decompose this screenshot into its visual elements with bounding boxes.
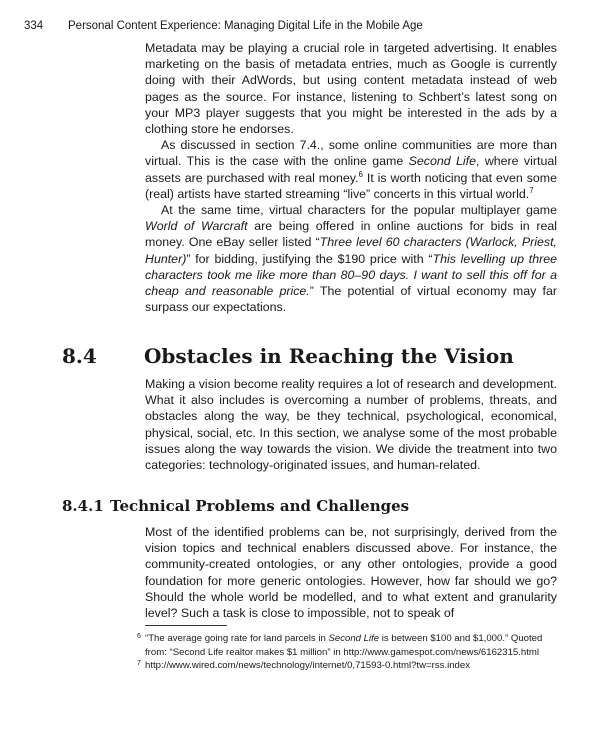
text-fragment: At the same time, virtual characters for the popular multiplayer game [161, 203, 557, 218]
italic-game-name: Second Life [328, 633, 380, 644]
footnote-url[interactable]: http://www.wired.com/news/technology/internet/0,71593-0.html?tw=rss.index [145, 660, 471, 672]
italic-game-name: World of Warcraft [145, 219, 248, 234]
text-fragment: are being offered in online auctions for bids in real money. One eBay seller listed “ [145, 219, 557, 250]
body-block-1 [145, 40, 557, 315]
text-fragment: As discussed in section 7.4., some online communities are more than virtual. This is the case with the online game [145, 138, 557, 169]
text-fragment: “The average going rate for land parcels in [145, 633, 329, 644]
paragraph-online-communities [145, 137, 557, 202]
italic-quote: This levelling up three characters took me like more than 80–90 days. I want to sell this off for a cheap and reasonable price. [145, 251, 558, 299]
section-heading [62, 344, 514, 368]
paragraph-targeted-advertising: Metadata may be playing a crucial role in targeted advertising. It enables marketing on the basis of metadata entries, much as Google is currently doing with their AdWords, but using content metadata instead of web pages as the source. For instance, listening to Schbert’s latest song on your MP3 player suggests that you might be interested in the ads by a clothing store he endorses. [145, 41, 557, 137]
footnote-reference[interactable]: 7 [529, 185, 534, 195]
body-block-3 [145, 524, 557, 621]
section-number: 8.4 [62, 344, 97, 368]
paragraph-virtual-characters [145, 202, 557, 315]
subsection-heading [62, 497, 409, 515]
italic-listing: Three level 60 characters (Warlock, Priest, Hunter) [145, 235, 557, 266]
footnote-6 [137, 632, 555, 659]
subsection-number: 8.4.1 [62, 497, 104, 515]
footnotes [137, 632, 555, 673]
text-fragment: ” The potential of virtual economy may far surpass our expectations. [145, 284, 557, 315]
section-title: Obstacles in Reaching the Vision [144, 344, 514, 368]
text-fragment: It is worth noticing that even some (real) artists have started streaming “live” concerts in this virtual world. [145, 170, 558, 201]
footnote-mark: 6 [137, 633, 141, 640]
running-title: Personal Content Experience: Managing Digital Life in the Mobile Age [68, 20, 423, 32]
italic-game-name: Second Life [408, 154, 477, 169]
running-header [24, 20, 584, 32]
page-number: 334 [24, 20, 44, 32]
paragraph-technical-problems: Most of the identified problems can be, not surprisingly, derived from the vision topics and technical enablers discussed above. For instance, the community-created ontologies, or any other ontologies, provide a good foundation for more generic ontologies. However, how far should we go? Should the whole world be modelled, and to what extent and granularity level? Such a task is close to impossible, not to speak of [145, 525, 557, 621]
text-fragment: is between $100 and $1,000.” Quoted from: “Second Life realtor makes $1 million” in http://www.gamespot.com/news/6162315.html [145, 633, 543, 658]
subsection-title: Technical Problems and Challenges [110, 497, 410, 515]
text-fragment: ” for bidding, justifying the $190 price with “ [186, 251, 433, 266]
text-fragment: , where virtual assets are purchased with real money. [145, 154, 557, 185]
footnote-reference[interactable]: 6 [358, 169, 363, 179]
footnote-mark: 7 [137, 660, 141, 668]
footnote-7 [137, 659, 555, 673]
paragraph-obstacles-intro: Making a vision become reality requires a lot of research and development. What it also includes is overcoming a number of problems, threats, and obstacles along the way, be they technical, psychological, economical, physical, social, etc. In this section, we analyse some of the most probable issues along the way towards the vision. We divide the treatment into two categories: technology-originated issues, and human-related. [145, 377, 557, 473]
footnote-divider [145, 625, 227, 626]
body-block-2 [145, 376, 557, 473]
